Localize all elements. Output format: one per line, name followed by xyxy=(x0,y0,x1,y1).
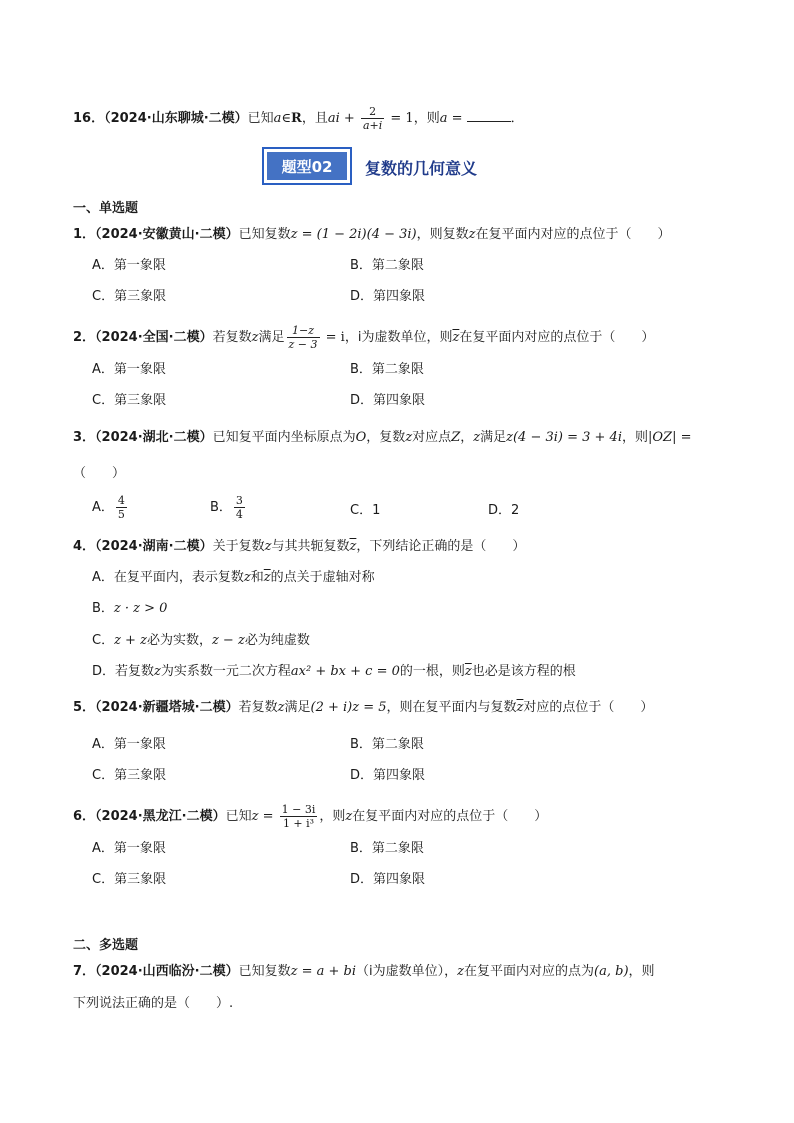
question-source: （2024·湖北·二模） xyxy=(95,430,213,445)
option-d[interactable]: D．第四象限 xyxy=(350,393,426,408)
question-text: 关于复数 xyxy=(212,539,265,554)
question-3-paren: （ ） xyxy=(73,466,126,481)
section-title: 复数的几何意义 xyxy=(365,159,478,178)
option-b[interactable]: B．第二象限 xyxy=(350,362,424,377)
math-var: Z xyxy=(451,430,461,445)
question-number: 5． xyxy=(73,700,96,715)
math-conjugate: $\overline{z}$ xyxy=(464,664,472,679)
math-expr: z(4 − 3i) = 3 + 4i xyxy=(506,430,622,445)
question-text: 若复数 xyxy=(238,700,278,715)
question-text: ，则复数 xyxy=(416,227,469,242)
fraction-denominator: a+i xyxy=(362,119,383,132)
part-heading-multiple-choice: 二、多选题 xyxy=(73,938,139,953)
fraction-numerator: 4 xyxy=(117,494,125,507)
question-text: ，则 xyxy=(628,964,655,979)
option-c[interactable]: C．第三象限 xyxy=(92,872,167,887)
answer-blank[interactable] xyxy=(467,109,511,122)
question-5 xyxy=(73,699,653,717)
question-number: 2． xyxy=(73,330,96,345)
question-text: 满足 xyxy=(258,330,285,345)
question-source: （2024·新疆塔城·二模） xyxy=(95,700,239,715)
math-expr: = 1 xyxy=(386,111,414,126)
question-text: ，则 xyxy=(319,809,346,824)
option-text: 也必是该方程的根 xyxy=(471,664,576,679)
math-conjugate: $\overline{z}$ xyxy=(349,539,357,554)
question-1 xyxy=(73,226,671,244)
option-c[interactable] xyxy=(92,632,310,650)
question-text: ，下列结论正确的是（ ） xyxy=(356,539,526,554)
question-text: 已知 xyxy=(225,809,252,824)
option-d[interactable]: D．2 xyxy=(488,503,520,518)
question-16 xyxy=(73,105,524,132)
math-var: z xyxy=(345,809,353,824)
math-expr: z = (1 − 2i)(4 − 3i) xyxy=(290,227,417,242)
option-b[interactable]: B．第二象限 xyxy=(350,737,424,752)
option-label: A． xyxy=(92,500,114,515)
math-var: z xyxy=(243,570,251,585)
section-badge xyxy=(262,147,352,185)
question-text: ，则 xyxy=(413,111,440,126)
math-conjugate: $\overline{z}$ xyxy=(452,330,460,345)
question-text: 满足 xyxy=(480,430,507,445)
question-text: 在复平面内对应的点位于（ ） xyxy=(352,809,548,824)
option-label: B． xyxy=(210,500,232,515)
math-conjugate: $\overline{z}$ xyxy=(263,570,271,585)
question-text: ． xyxy=(510,111,524,126)
question-source: （2024·安徽黄山·二模） xyxy=(95,227,239,242)
option-a[interactable]: A．第一象限 xyxy=(92,362,166,377)
math-var: O xyxy=(355,430,367,445)
math-vector-magnitude: |OZ| xyxy=(648,430,677,445)
question-source: （2024·山东聊城·二模） xyxy=(104,111,248,126)
option-a[interactable]: A．第一象限 xyxy=(92,737,166,752)
option-text: 为实系数一元二次方程 xyxy=(160,664,291,679)
option-b[interactable]: B．第二象限 xyxy=(350,258,424,273)
math-equation: ax² + bx + c = 0 xyxy=(290,664,400,679)
question-text: 对应点 xyxy=(412,430,452,445)
option-d[interactable]: D．第四象限 xyxy=(350,872,426,887)
question-7-line-2: 下列说法正确的是（ ）. xyxy=(73,996,234,1011)
question-4 xyxy=(73,538,525,556)
question-text: 已知复平面内坐标原点为 xyxy=(212,430,356,445)
option-d[interactable] xyxy=(92,663,576,681)
math-fraction xyxy=(361,105,384,132)
question-7 xyxy=(73,963,655,981)
question-text: 在复平面内对应的点为 xyxy=(464,964,595,979)
question-number: 16． xyxy=(73,111,105,126)
math-fraction xyxy=(280,803,318,830)
question-source: （2024·黑龙江·二模） xyxy=(95,809,226,824)
math-op: + xyxy=(339,111,359,126)
question-number: 1． xyxy=(73,227,96,242)
option-a[interactable] xyxy=(92,494,129,521)
fraction-numerator: 1 − 3i xyxy=(281,803,316,816)
fraction-denominator: 4 xyxy=(235,508,243,521)
question-source: （2024·湖南·二模） xyxy=(95,539,213,554)
option-label: B． xyxy=(92,601,114,616)
option-text: 的点关于虚轴对称 xyxy=(270,570,375,585)
math-expr: ai xyxy=(327,111,340,126)
question-number: 3． xyxy=(73,430,96,445)
option-c[interactable]: C．第三象限 xyxy=(92,768,167,783)
question-text: ，则 xyxy=(622,430,649,445)
question-text: 满足 xyxy=(284,700,311,715)
fraction-numerator: 1−z xyxy=(287,324,320,338)
question-text: 已知复数 xyxy=(238,227,291,242)
math-var: z xyxy=(154,664,161,679)
math-fraction xyxy=(234,494,245,521)
question-text: ，则在复平面内与复数 xyxy=(386,700,517,715)
question-number: 7． xyxy=(73,964,96,979)
math-expr: (2 + i)z = 5 xyxy=(310,700,387,715)
option-a[interactable]: A．第一象限 xyxy=(92,258,166,273)
option-d[interactable]: D．第四象限 xyxy=(350,768,426,783)
option-a[interactable] xyxy=(92,569,375,587)
math-expr: a = xyxy=(439,111,467,126)
question-6 xyxy=(73,803,547,830)
fraction-numerator: 3 xyxy=(235,494,243,507)
question-text: 在复平面内对应的点位于（ ） xyxy=(475,227,671,242)
question-text: 已知 xyxy=(247,111,274,126)
option-c[interactable]: C．1 xyxy=(350,503,381,518)
math-var: z xyxy=(457,964,465,979)
math-var: z xyxy=(468,227,476,242)
question-number: 6． xyxy=(73,809,96,824)
math-op: = xyxy=(676,430,692,445)
section-badge-label: 题型02 xyxy=(267,152,347,180)
math-point: (a, b) xyxy=(594,964,629,979)
fraction-denominator: 1 + i³ xyxy=(282,817,315,830)
math-var: z xyxy=(473,430,481,445)
question-text: 对应的点位于（ ） xyxy=(523,700,654,715)
math-expr: = i xyxy=(321,330,345,345)
option-b[interactable] xyxy=(210,494,247,521)
question-number: 4． xyxy=(73,539,96,554)
option-text: 必为纯虚数 xyxy=(244,633,310,648)
option-c[interactable]: C．第三象限 xyxy=(92,289,167,304)
math-expr: z · z > 0 xyxy=(113,601,168,616)
math-expr: z = a + bi xyxy=(290,964,357,979)
question-text: ，复数 xyxy=(366,430,406,445)
math-fraction xyxy=(287,324,320,351)
option-text: 和 xyxy=(250,570,264,585)
question-text: 在复平面内对应的点位于（ ） xyxy=(459,330,655,345)
option-d[interactable]: D．第四象限 xyxy=(350,289,426,304)
fraction-denominator: z − 3 xyxy=(288,338,318,351)
math-expr: z + z xyxy=(114,633,147,648)
option-label: C． xyxy=(92,633,115,648)
math-conjugate: $\overline{z}$ xyxy=(516,700,524,715)
option-text: D．若复数 xyxy=(92,664,155,679)
option-text: 必为实数， xyxy=(146,633,212,648)
option-a[interactable]: A．第一象限 xyxy=(92,841,166,856)
math-fraction xyxy=(116,494,127,521)
option-text: 的一根，则 xyxy=(399,664,465,679)
question-3 xyxy=(73,429,692,447)
question-source: （2024·山西临汾·二模） xyxy=(95,964,239,979)
fraction-numerator: 2 xyxy=(361,105,384,119)
math-expr: z = xyxy=(251,809,278,824)
math-expr: z − z xyxy=(211,633,245,648)
math-var: a∈ xyxy=(273,111,292,126)
math-var: z xyxy=(251,330,259,345)
question-text: ， xyxy=(460,430,474,445)
question-text: 已知复数 xyxy=(238,964,291,979)
option-b[interactable] xyxy=(92,600,167,618)
math-var: z xyxy=(405,430,413,445)
question-text: 与其共轭复数 xyxy=(271,539,350,554)
option-c[interactable]: C．第三象限 xyxy=(92,393,167,408)
option-text: A．在复平面内，表示复数 xyxy=(92,570,244,585)
question-text: 若复数 xyxy=(212,330,252,345)
part-heading-single-choice: 一、单选题 xyxy=(73,201,139,216)
math-var: z xyxy=(264,539,272,554)
question-source: （2024·全国·二模） xyxy=(95,330,213,345)
question-text: （i为虚数单位）， xyxy=(356,964,458,979)
question-text: ，i为虚数单位，则 xyxy=(344,330,453,345)
fraction-denominator: 5 xyxy=(117,508,125,521)
math-var: z xyxy=(277,700,285,715)
math-set-R: R xyxy=(291,111,302,126)
question-2 xyxy=(73,324,654,351)
option-b[interactable]: B．第二象限 xyxy=(350,841,424,856)
question-text: ，且 xyxy=(301,111,328,126)
